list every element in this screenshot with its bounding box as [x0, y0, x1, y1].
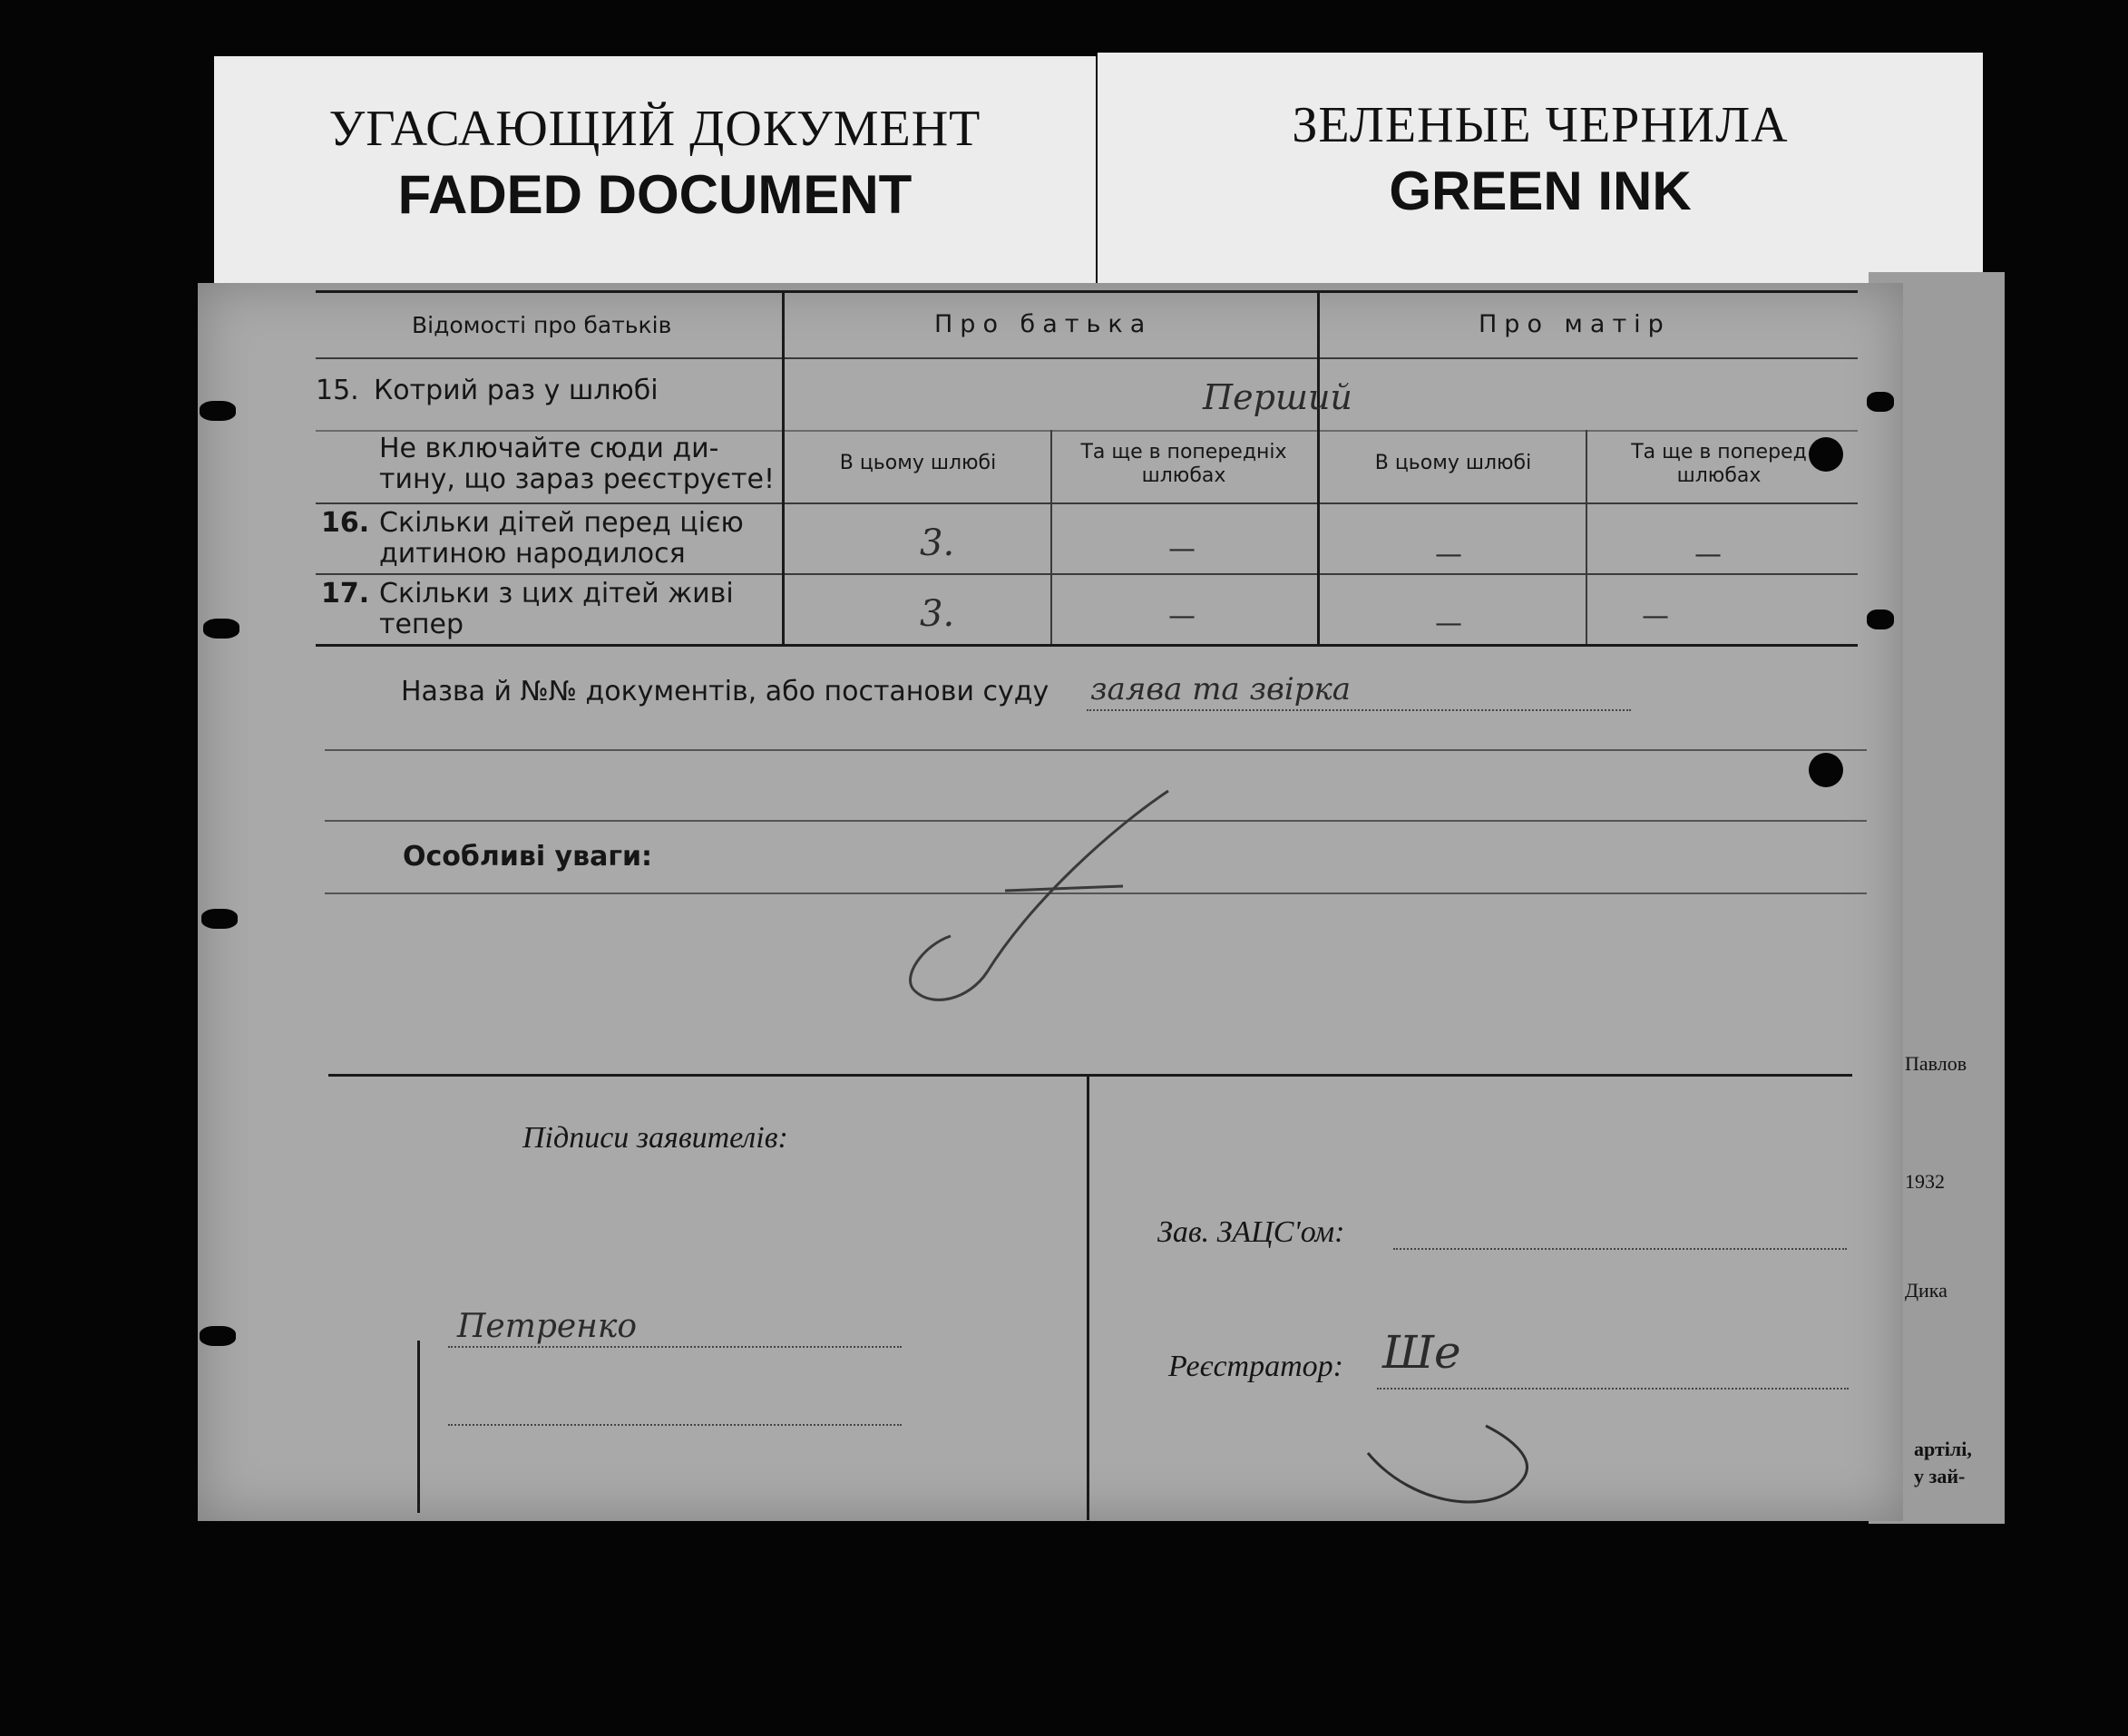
table-column-rule	[1586, 430, 1587, 644]
q17-mother-this-value: —	[1435, 608, 1462, 639]
paper-tear	[203, 619, 239, 639]
paper-tear	[200, 401, 236, 421]
header-father: Про батька	[934, 310, 1153, 338]
q16-father-this-value: 3.	[920, 522, 955, 564]
faded-document-label-card	[214, 56, 1096, 301]
head-of-registry-label: Зав. ЗАЦС'ом:	[1157, 1215, 1345, 1249]
subheader-mother-this-marriage: В цьому шлюбі	[1374, 452, 1532, 474]
q15-number: 15.	[316, 375, 359, 406]
header-parents-info: Відомості про батьків	[412, 312, 672, 338]
applicant-signature: Петренко	[457, 1308, 638, 1345]
q15-handwritten-value: Перший	[1203, 377, 1352, 417]
paper-tear	[201, 909, 238, 929]
q16-mother-this-value: —	[1435, 539, 1462, 571]
table-bottom-rule	[316, 644, 1858, 647]
signatures-divider	[1087, 1076, 1089, 1520]
q17-number: 17.	[321, 578, 370, 610]
note-text-line-2: тину, що зараз реєструєте!	[379, 463, 775, 495]
q16-father-previous-value: —	[1168, 533, 1196, 565]
signatures-top-rule	[328, 1074, 1852, 1077]
table-header-rule	[316, 357, 1858, 359]
paper-tear	[1867, 610, 1894, 629]
back-sheet-fragment: у зай-	[1914, 1465, 1966, 1487]
back-sheet-fragment: Павлов	[1905, 1052, 1967, 1075]
table-rule	[316, 502, 1858, 504]
registrar-signature-flourish	[1359, 1380, 1558, 1517]
q17-father-previous-value: —	[1168, 600, 1196, 632]
signature-dotted-line	[448, 1424, 902, 1426]
paper-tear	[200, 1326, 236, 1346]
applicants-signatures-label: Підписи заявителів:	[522, 1121, 788, 1155]
note-text-line-1: Не включайте сюди ди-	[379, 433, 719, 464]
q17-mother-previous-value: —	[1642, 600, 1669, 632]
table-rule	[316, 430, 1858, 432]
documents-dotted-line	[1087, 709, 1631, 711]
faded-document-label-ru: УГАСАЮЩИЙ ДОКУМЕНТ	[328, 101, 981, 157]
paper-tear	[1867, 392, 1894, 412]
header-mother: Про матір	[1479, 310, 1671, 338]
subheader-father-previous-2: шлюбах	[1141, 464, 1226, 487]
signature-dotted-line	[448, 1346, 902, 1348]
subheader-father-this-marriage: В цьому шлюбі	[839, 452, 997, 474]
green-ink-label-en: GREEN INK	[1389, 161, 1692, 221]
registrar-label: Реєстратор:	[1168, 1350, 1343, 1383]
subheader-mother-previous-2: шлюбах	[1676, 464, 1762, 487]
documents-label: Назва й №№ документів, або постанови суду	[401, 676, 1049, 707]
form-rule	[325, 749, 1867, 751]
subheader-father-previous-1: Та ще в попередніх	[1080, 441, 1287, 463]
table-rule	[316, 573, 1858, 575]
table-column-rule	[782, 290, 785, 644]
q17-father-this-value: 3.	[920, 593, 955, 635]
back-sheet-fragment: 1932	[1905, 1170, 1945, 1193]
q16-text-line-1: Скільки дітей перед цією	[379, 507, 744, 539]
table-column-rule	[1050, 430, 1052, 644]
q17-text-line-1: Скільки з цих дітей живі	[379, 578, 734, 610]
table-top-rule	[316, 290, 1858, 293]
faded-document-label-en: FADED DOCUMENT	[397, 164, 913, 225]
documents-handwritten-value: заява та звірка	[1090, 671, 1352, 707]
q17-text-line-2: тепер	[379, 609, 464, 640]
strike-through-flourish	[896, 773, 1186, 1027]
green-ink-label-ru: ЗЕЛЕНЫЕ ЧЕРНИЛА	[1292, 97, 1789, 153]
q16-number: 16.	[321, 507, 370, 539]
back-sheet-fragment: артілі,	[1914, 1438, 1972, 1460]
signature-bracket	[417, 1341, 420, 1513]
back-sheet-fragment: Дика	[1905, 1279, 1947, 1302]
punch-hole	[1809, 753, 1843, 787]
remarks-label: Особливі уваги:	[403, 841, 653, 873]
registrar-signature: Ше	[1382, 1326, 1461, 1379]
green-ink-label-card	[1098, 53, 1983, 301]
registration-form-sheet	[198, 283, 1903, 1521]
q16-text-line-2: дитиною народилося	[379, 538, 686, 570]
q15-text: Котрий раз у шлюбі	[374, 375, 659, 406]
table-column-rule	[1317, 290, 1320, 644]
head-dotted-line	[1393, 1248, 1847, 1250]
subheader-mother-previous-1: Та ще в поперед	[1631, 441, 1807, 463]
q16-mother-previous-value: —	[1694, 539, 1722, 571]
